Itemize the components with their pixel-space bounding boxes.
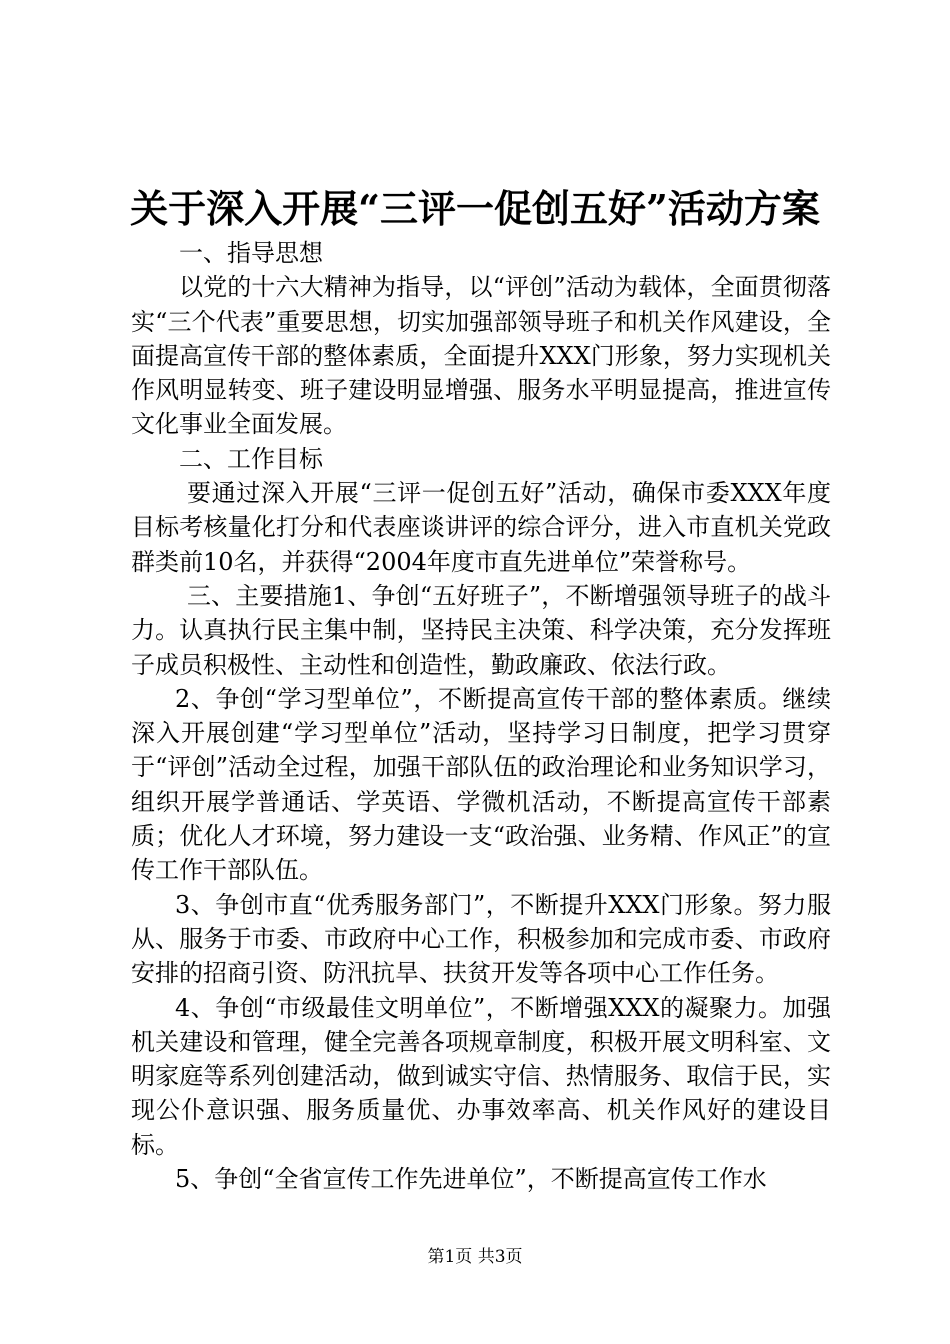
- page-number-footer: 第1页 共3页: [427, 1247, 523, 1267]
- paragraph-measure-4: 4、争创“市级最佳文明单位”，不断增强XXX的凝聚力。加强机关建设和管理，健全完善各项规章制度，积极开展文明科室、文明家庭等系列创建活动，做到诚实守信、热情服务、取信于民，实现公仆意识强、服务质量优、办事效率高、机关作风好的建设目标。: [131, 993, 831, 1159]
- document-body: [131, 236, 831, 1196]
- paragraph-guiding-ideology: 以党的十六大精神为指导，以“评创”活动为载体，全面贯彻落实“三个代表”重要思想，切实加强部领导班子和机关作风建设，全面提高宣传干部的整体素质，全面提升XXX门形象，努力实现机关作风明显转变、班子建设明显增强、服务水平明显提高，推进宣传文化事业全面发展。: [131, 273, 831, 439]
- section-heading-work-goals: 二、工作目标: [179, 444, 323, 473]
- paragraph-measure-3: 3、争创市直“优秀服务部门”，不断提升XXX门形象。努力服从、服务于市委、市政府中心工作，积极参加和完成市委、市政府安排的招商引资、防汛抗旱、扶贫开发等各项中心工作任务。: [131, 890, 831, 988]
- section-heading-guiding-ideology: 一、指导思想: [179, 239, 323, 267]
- paragraph-work-goals: 要通过深入开展“三评一促创五好”活动，确保市委XXX年度目标考核量化打分和代表座谈讲评的综合评分，进入市直机关党政群类前10名，并获得“2004年度市直先进单位”荣誉称号。: [131, 479, 831, 576]
- paragraph-measure-2: 2、争创“学习型单位”，不断提高宣传干部的整体素质。继续深入开展创建“学习型单位”活动，坚持学习日制度，把学习贯穿于“评创”活动全过程，加强干部队伍的政治理论和业务知识学习，组织开展学普通话、学英语、学微机活动，不断提高宣传干部素质；优化人才环境，努力建设一支“政治强、业务精、作风正”的宣传工作干部队伍。: [131, 684, 831, 885]
- paragraph-measure-1: 三、主要措施1、争创“五好班子”，不断增强领导班子的战斗力。认真执行民主集中制，坚持民主决策、科学决策，充分发挥班子成员积极性、主动性和创造性，勤政廉政、依法行政。: [131, 581, 831, 679]
- document-title: 关于深入开展“三评一促创五好”活动方案: [130, 186, 820, 231]
- paragraph-measure-5: 5、争创“全省宣传工作先进单位”，不断提高宣传工作水: [175, 1165, 767, 1194]
